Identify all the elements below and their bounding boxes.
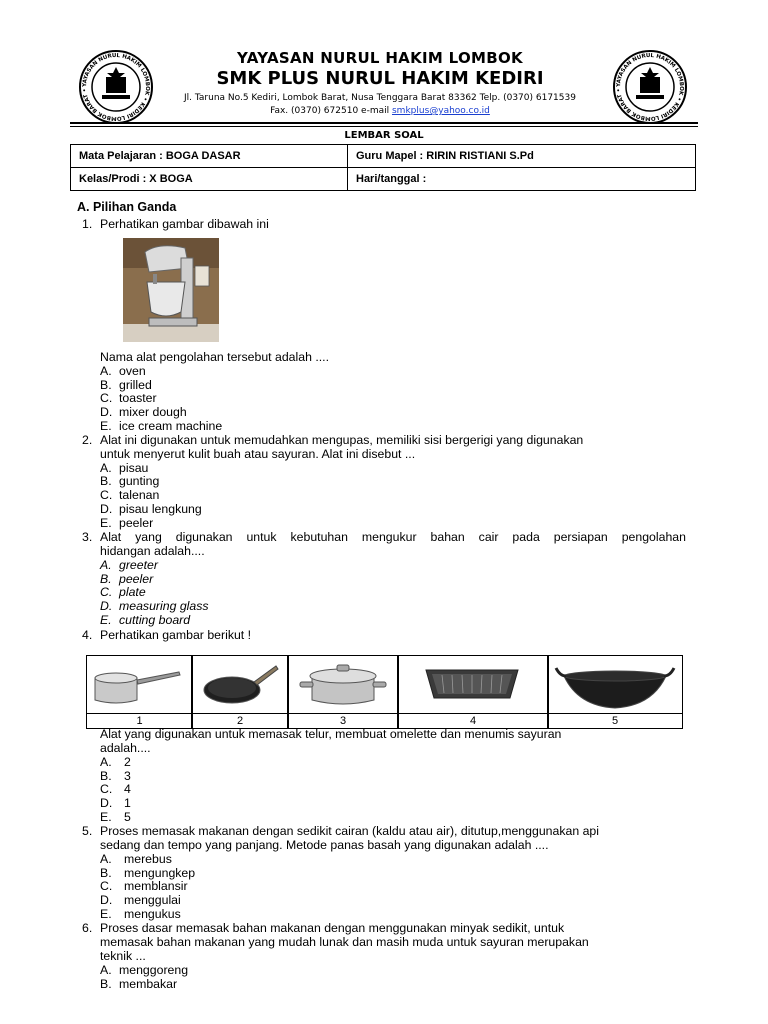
cookware-label: 4 [397,713,549,729]
cookware-cell [86,655,193,714]
school-logo-left [78,49,154,125]
option-item[interactable]: A. greeter [100,558,158,572]
sheet-title: LEMBAR SOAL [344,130,424,141]
question-text: sedang dan tempo yang panjang. Metode panas basah yang digunakan adalah .... [100,838,549,852]
option-item[interactable]: D. mixer dough [100,405,187,419]
school-name: SMK PLUS NURUL HAKIM KEDIRI [216,68,544,89]
option-item[interactable]: E. mengukus [100,907,181,921]
cookware-cell [397,655,549,714]
cookware-cell [287,655,399,714]
option-item[interactable]: E. 5 [100,810,131,824]
question-text: hidangan adalah.... [100,544,205,558]
header-rule-thin [70,126,698,127]
option-item[interactable]: A. 2 [100,755,131,769]
stock-pot-image [288,656,398,714]
roasting-pan-image [398,656,548,714]
info-table [70,144,696,191]
question-number: 5. [82,824,93,838]
svg-text:YAYASAN NURUL HAKIM LOMBOK • K: YAYASAN NURUL HAKIM LOMBOK • KEDIRI LOMBOK BARAT • [615,52,685,122]
email-link[interactable]: smkplus@yahoo.co.id [391,106,490,116]
option-item[interactable]: A. oven [100,364,146,378]
option-item[interactable]: E. peeler [100,516,154,530]
header-rule [70,122,698,124]
foundation-name: YAYASAN NURUL HAKIM LOMBOK [237,49,523,67]
cookware-label: 1 [86,713,193,729]
option-item[interactable]: A. menggoreng [100,963,189,977]
option-item[interactable]: B. membakar [100,977,178,991]
cookware-table [86,655,682,728]
question-number: 3. [82,530,93,544]
question-text: Alat yang digunakan untuk memasak telur, membuat omelette dan menumis sayuran [100,727,562,741]
question-text: Alat ini digunakan untuk memudahkan mengupas, memiliki sisi bergerigi yang digunakan [100,433,584,447]
question-text: Alat yang digunakan untuk kebutuhan mengukur bahan cair pada persiapan pengolahan [100,530,686,544]
option-item[interactable]: B. mengungkep [100,866,196,880]
class-cell: Kelas/Prodi : X BOGA [71,168,348,191]
option-item[interactable]: B. grilled [100,378,152,392]
question-text: Perhatikan gambar berikut ! [100,628,252,642]
option-item[interactable]: C. 4 [100,782,131,796]
option-item[interactable]: B. 3 [100,769,131,783]
question-prompt: Nama alat pengolahan tersebut adalah .... [100,350,330,364]
option-item[interactable]: E. cutting board [100,613,191,627]
question-text: adalah.... [100,741,151,755]
question-text: Perhatikan gambar dibawah ini [100,217,269,231]
saute-pan-image [87,656,192,714]
school-logo-right [612,49,688,125]
question-number: 2. [82,433,93,447]
question-text: Proses memasak makanan dengan sedikit cairan (kaldu atau air), ditutup,menggunakan api [100,824,599,838]
option-item[interactable]: C. plate [100,585,146,599]
question-number: 1. [82,217,93,231]
cookware-label: 5 [547,713,683,729]
question-text: Proses dasar memasak bahan makanan dengan menggunakan minyak sedikit, untuk [100,921,565,935]
school-address: Jl. Taruna No.5 Kediri, Lombok Barat, Nusa Tenggara Barat 83362 Telp. (0370) 6171539 [184,93,576,103]
option-item[interactable]: C. toaster [100,391,157,405]
stand-mixer-image [123,238,219,342]
school-contact: Fax. (0370) 672510 e-mail smkplus@yahoo.co.id [270,106,490,116]
cookware-cell [191,655,289,714]
subject-cell: Mata Pelajaran : BOGA DASAR [71,145,348,168]
option-item[interactable]: B. peeler [100,572,154,586]
cookware-label: 3 [287,713,399,729]
option-item[interactable]: A. merebus [100,852,172,866]
cookware-cell [547,655,683,714]
wok-image [548,656,682,714]
cookware-label: 2 [191,713,289,729]
option-item[interactable]: D. pisau lengkung [100,502,202,516]
frying-pan-image [192,656,288,714]
option-item[interactable]: C. memblansir [100,879,188,893]
svg-text:YAYASAN NURUL HAKIM LOMBOK • K: YAYASAN NURUL HAKIM LOMBOK • KEDIRI LOMBOK BARAT • [81,52,151,122]
option-item[interactable]: A. pisau [100,461,149,475]
option-item[interactable]: B. gunting [100,474,160,488]
question-number: 4. [82,628,93,642]
option-item[interactable]: D. 1 [100,796,131,810]
question-text: untuk menyerut kulit buah atau sayuran. Alat ini disebut ... [100,447,416,461]
section-heading: A. Pilihan Ganda [77,200,177,214]
question-text: memasak bahan makanan yang mudah lunak dan masih muda untuk sayuran merupakan [100,935,589,949]
question-text: teknik ... [100,949,146,963]
question-number: 6. [82,921,93,935]
option-item[interactable]: D. menggulai [100,893,181,907]
date-cell: Hari/tanggal : [348,168,696,191]
teacher-cell: Guru Mapel : RIRIN RISTIANI S.Pd [348,145,696,168]
option-item[interactable]: C. talenan [100,488,160,502]
option-item[interactable]: D. measuring glass [100,599,209,613]
option-item[interactable]: E. ice cream machine [100,419,223,433]
